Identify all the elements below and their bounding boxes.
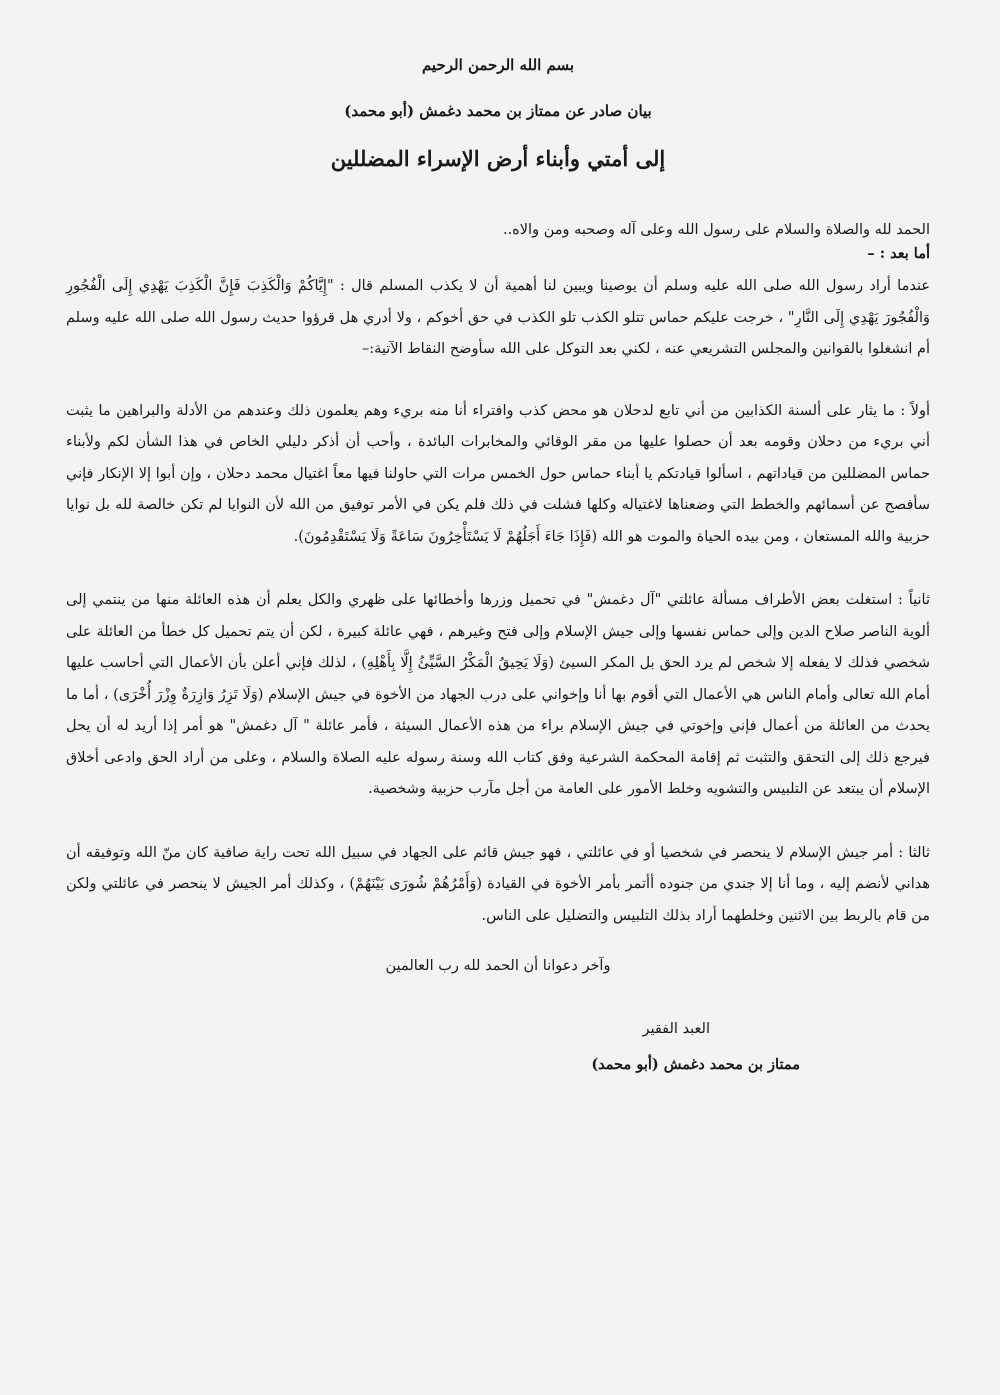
- signature-block: [66, 1012, 930, 1082]
- closing-prayer: وآخر دعوانا أن الحمد لله رب العالمين: [385, 958, 611, 974]
- point-first-paragraph: أولاً : ما يثار على ألسنة الكذابين من أني تابع لدحلان هو محض كذب وافتراء أنا منه بريء وهم يعلمون ذلك وعندهم من الأدلة والبراهين ما يثبت أني بريء من دحلان وقومه بعد أن حصلوا عليها من مقر الوقائي والمخابرات البائدة ، وأحب أن أذكر دليلي الخاص في هذا الشأن لكم ولأبناء حماس المضللين من قياداتهم ، اسألوا قيادتكم يا أبناء حماس حول الخمس مرات التي حاولنا فيها معاً اغتيال محمد دحلان ، وإن أبوا إلا الإنكار فإني سأفصح عن أسمائهم والخطط التي وضعناها لاغتياله وكلها فشلت في ذلك فلم يكن في الأمر توفيق من الله لأن النوايا لم تكن خالصة لله بل نوايا حزبية والله المستعان ، ومن بيده الحياة والموت هو الله (فَإِذَا جَاءَ أَجَلُهُمْ لَا يَسْتَأْخِرُونَ سَاعَةً وَلَا يَسْتَقْدِمُونَ).: [66, 402, 930, 545]
- intro-paragraph: عندما أراد رسول الله صلى الله عليه وسلم أن يوصينا ويبين لنا أهمية أن لا يكذب المسلم قال : "إِيَّاكُمْ وَالْكَذِبَ فَإِنَّ الْكَذِبَ يَهْدِي إِلَى الْفُجُورِ وَالْفُجُورَ يَهْدِي إِلَى النَّارِ" ، خرجت عليكم حماس تتلو الكذب تلو الكذب في حق أخوكم ، ولا أدري هل قرؤوا حديث رسول الله صلى الله عليه وسلم أم انشغلوا بالقوانين والمجلس التشريعي عنه ، لكني بعد التوكل على الله سأوضح النقاط الآتية:–: [66, 278, 930, 357]
- statement-subtitle: بيان صادر عن ممتاز بن محمد دغمش (أبو محمد): [344, 102, 652, 120]
- point-second-paragraph: ثانياً : استغلت بعض الأطراف مسألة عائلتي "آل دغمش" في تحميل وزرها وأخطائها على ظهري والكل يعلم أن هذه العائلة منها من ينتمي إلى ألوية الناصر صلاح الدين وإلى حماس نفسها وإلى جيش الإسلام وإلى فتح وغيرهم ، فهي عائلة كبيرة ، لكن أن يتم تحميل كل خطأ من العائلة على شخصي فذلك لا يفعله إلا شخص لم يرد الحق بل المكر السيئ (وَلَا يَحِيقُ الْمَكْرُ السَّيِّئُ إِلَّا بِأَهْلِهِ) ، لذلك فإني أعلن بأن الأعمال التي أحاسب عليها أمام الله تعالى وأمام الناس هي الأعمال التي أقوم بها أنا وإخواني على درب الجهاد من الأخوة في جيش الإسلام (وَلَا تَزِرُ وَازِرَةٌ وِزْرَ أُخْرَى) ، أما ما يحدث من العائلة من أعمال فإني وإخوتي في جيش الإسلام براء من هذه الأعمال السيئة ، فأمر عائلة " آل دغمش" هو أمر إذا أريد له أن يحل فيرجع ذلك إلى التحقق والتثبت ثم إقامة المحكمة الشرعية وفق كتاب الله وسنة رسوله عليه الصلاة والسلام ، وعلى من أراد الحق وادعى أخلاق الإسلام أن يبتعد عن التلبيس والتشويه وخلط الأمور على العامة من أجل مآرب حزبية وشخصية.: [66, 592, 930, 797]
- signature-name: ممتاز بن محمد دغمش (أبو محمد): [591, 1056, 800, 1073]
- point-third-paragraph: ثالثا : أمر جيش الإسلام لا ينحصر في شخصيا أو في عائلتي ، فهو جيش قائم على الجهاد في سبيل الله تحت راية صافية كان منّ الله وتوفيقه أن هداني لأنضم إليه ، وما أنا إلا جندي من جنوده أأتمر بأمر الأخوة في القيادة (وَأَمْرُهُمْ شُورَى بَيْنَهُمْ) ، وكذلك أمر الجيش لا ينحصر في عائلتي ولكن من قام بالربط بين الاثنين وخلطهما أراد بذلك التلبيس والتضليل على الناس.: [66, 844, 930, 924]
- amma-baad: أما بعد : –: [867, 245, 930, 262]
- opening-praise: الحمد لله والصلاة والسلام على رسول الله وعلى آله وصحبه ومن والاه..: [502, 222, 930, 238]
- statement-title: إلى أمتي وأبناء أرض الإسراء المضللين: [330, 146, 666, 171]
- signature-label: العبد الفقير: [642, 1021, 710, 1037]
- basmala: بسم الله الرحمن الرحيم: [421, 56, 575, 74]
